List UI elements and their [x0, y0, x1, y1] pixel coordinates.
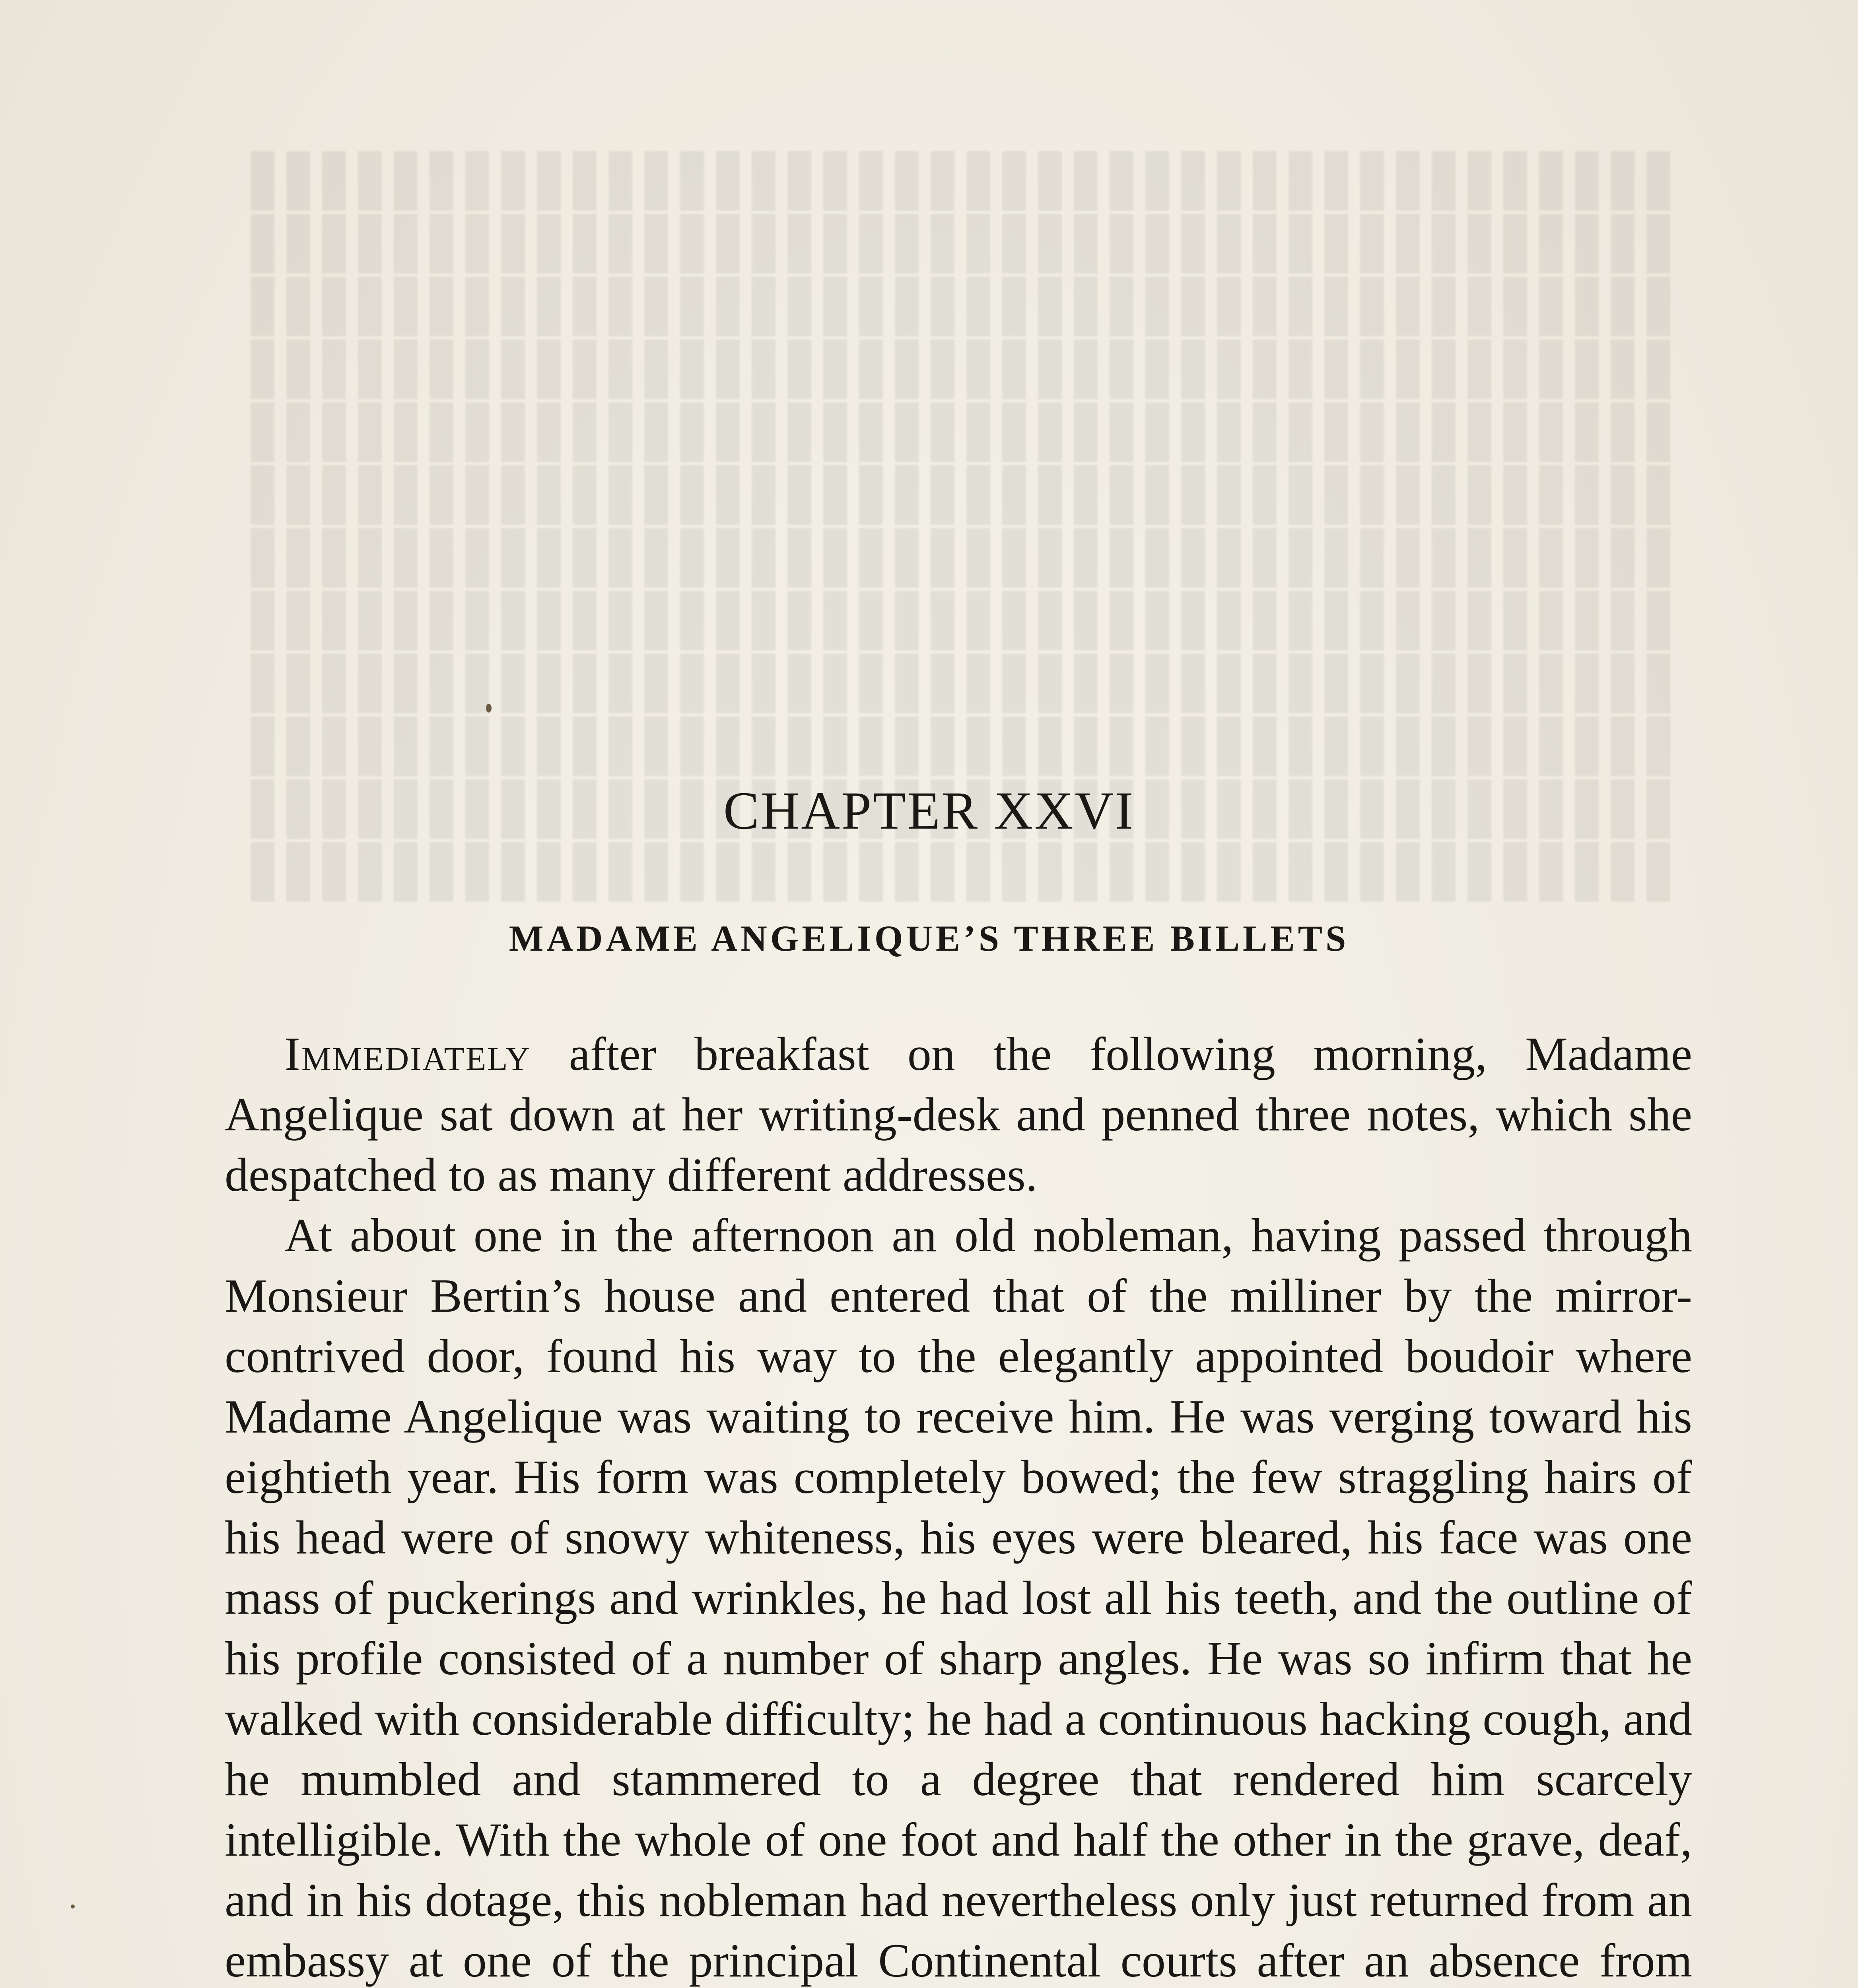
chapter-body [225, 1024, 1692, 1988]
show-through-text [239, 151, 1670, 1026]
chapter-subtitle: MADAME ANGELIQUE’S THREE BILLETS [509, 918, 1349, 959]
paper-speck [486, 704, 492, 712]
paragraph-lead-word: Immediately [284, 1027, 531, 1080]
paragraph [225, 1024, 1692, 1205]
paragraph-text: after breakfast on the following morning, Madame Angelique sat down at her writing-desk and penned three notes, which she despatched to as many different addresses. [225, 1027, 1692, 1201]
paragraph [225, 1205, 1692, 1988]
chapter-title: CHAPTER XXVI [723, 781, 1135, 841]
paragraph-text: At about one in the afternoon an old nobleman, having passed through Monsieur Bertin’s house and entered that of the milliner by the mirror-contrived door, found his way to the elegantly appointed boudoir where Madame Angelique was waiting to receive him. He was verging toward his eightieth year. His form was completely bowed; the few straggling hairs of his head were of snowy whiteness, his eyes were bleared, his face was one mass of puckerings and wrinkles, he had lost all his teeth, and the outline of his profile consisted of a number of sharp angles. He was so infirm that he walked with considerable difficulty; he had a continuous hacking cough, and he mumbled and stammered to a degree that rendered him scarcely intelligible. With the whole of one foot and half the other in the grave, deaf, and in his dotage, this nobleman had nevertheless only just returned from an embassy at one of the principal Continental courts after an absence from [225, 1209, 1692, 1987]
paper-speck [71, 1905, 75, 1908]
